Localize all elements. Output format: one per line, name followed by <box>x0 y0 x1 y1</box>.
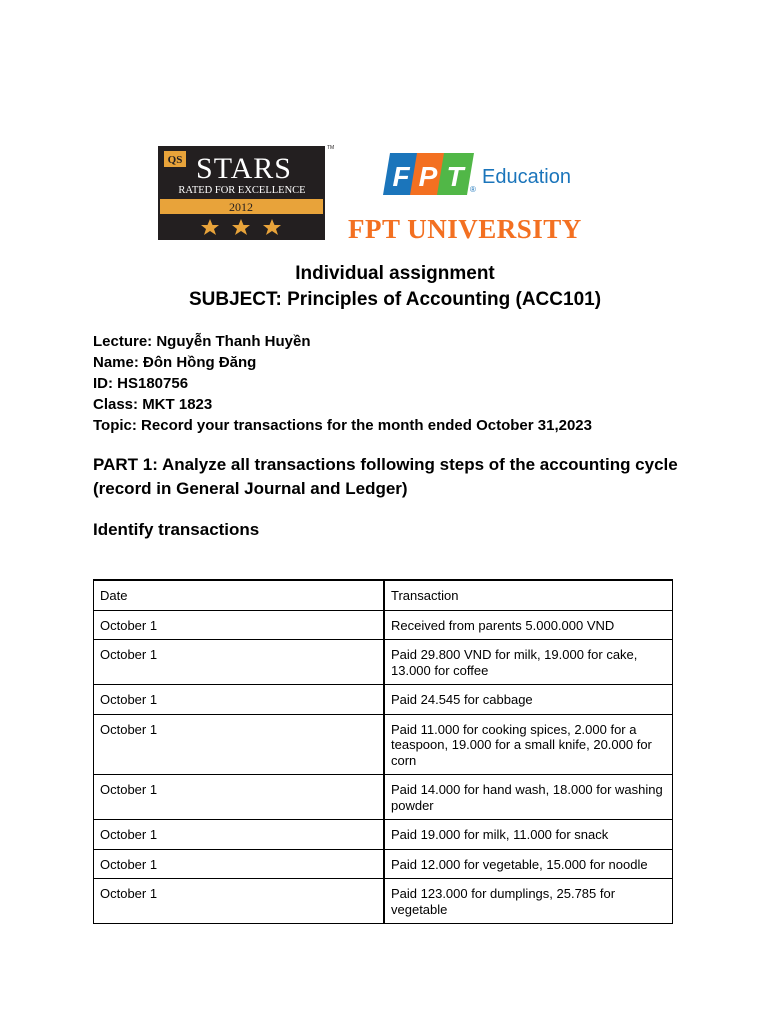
name-line: Name: Đôn Hồng Đăng <box>93 354 257 371</box>
qs-stars-logo <box>158 145 334 240</box>
header-date: Date <box>94 580 385 610</box>
student-info <box>93 331 592 436</box>
rated-text: RATED FOR EXCELLENCE <box>178 185 306 196</box>
lecture-line: Lecture: Nguyễn Thanh Huyền <box>93 333 311 350</box>
row-transaction: Paid 11.000 for cooking spices, 2.000 for a teaspoon, 19.000 for a small knife, 20.000 for corn <box>384 714 673 775</box>
row-date: October 1 <box>94 849 385 879</box>
fpt-letter-t: T <box>446 161 464 192</box>
subject-title: SUBJECT: Principles of Accounting (ACC101) <box>188 289 602 310</box>
id-line: ID: HS180756 <box>93 375 189 392</box>
row-date: October 1 <box>94 820 385 850</box>
table-row <box>94 640 673 685</box>
row-transaction: Paid 24.545 for cabbage <box>384 685 673 715</box>
table-row <box>94 775 673 820</box>
table-row <box>94 849 673 879</box>
fpt-university-text: FPT UNIVERSITY <box>348 214 582 244</box>
header-transaction: Transaction <box>384 580 673 610</box>
part1-heading: PART 1: Analyze all transactions following steps of the accounting cycle (record in General Journal and Ledger) <box>93 455 678 498</box>
stars-year: 2012 <box>229 200 253 214</box>
row-transaction: Paid 12.000 for vegetable, 15.000 for noodle <box>384 849 673 879</box>
row-transaction: Paid 123.000 for dumplings, 25.785 for vegetable <box>384 879 673 924</box>
registered-mark: ® <box>470 185 476 194</box>
fpt-letter-p: P <box>418 161 438 192</box>
education-text: Education <box>482 166 571 188</box>
table-row <box>94 879 673 924</box>
fpt-letter-f: F <box>392 161 410 192</box>
tm-mark: TM <box>327 145 335 151</box>
transactions-table <box>93 579 673 924</box>
fpt-education-logo <box>383 153 571 195</box>
stars-text: STARS <box>196 152 292 185</box>
table-row <box>94 820 673 850</box>
row-transaction: Paid 19.000 for milk, 11.000 for snack <box>384 820 673 850</box>
qs-text: QS <box>167 154 183 166</box>
identify-heading: Identify transactions <box>93 520 260 539</box>
table-row <box>94 610 673 640</box>
row-transaction: Paid 14.000 for hand wash, 18.000 for washing powder <box>384 775 673 820</box>
class-line: Class: MKT 1823 <box>93 396 213 413</box>
topic-line: Topic: Record your transactions for the month ended October 31,2023 <box>93 417 592 434</box>
header-logos <box>0 0 768 250</box>
table-row <box>94 714 673 775</box>
row-date: October 1 <box>94 714 385 775</box>
row-transaction: Received from parents 5.000.000 VND <box>384 610 673 640</box>
table-row <box>94 685 673 715</box>
row-date: October 1 <box>94 610 385 640</box>
assignment-title: Individual assignment <box>295 263 495 284</box>
row-transaction: Paid 29.800 VND for milk, 19.000 for cake, 13.000 for coffee <box>384 640 673 685</box>
row-date: October 1 <box>94 879 385 924</box>
row-date: October 1 <box>94 685 385 715</box>
table-header-row <box>94 580 673 610</box>
row-date: October 1 <box>94 640 385 685</box>
row-date: October 1 <box>94 775 385 820</box>
